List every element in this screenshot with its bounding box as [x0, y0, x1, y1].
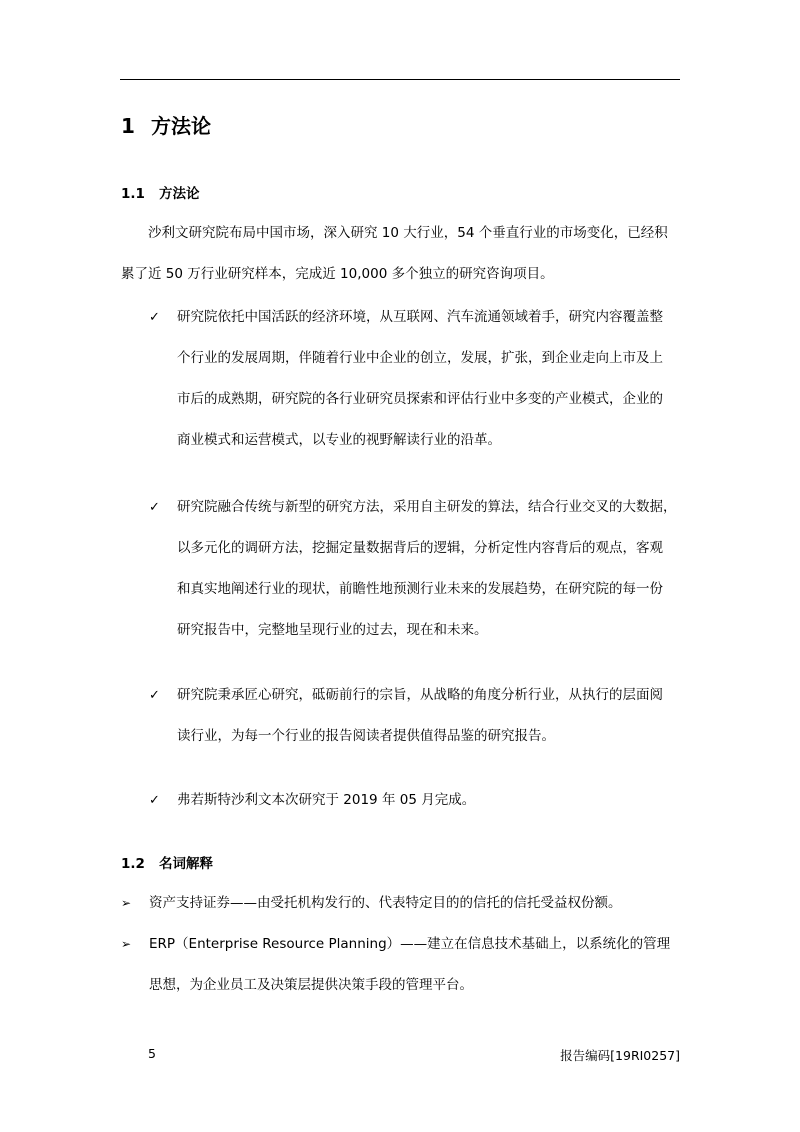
text-line: 读行业，为每一个行业的报告阅读者提供值得品鉴的研究报告。 [177, 728, 555, 744]
page-number: 5 [148, 1046, 156, 1061]
section-title: 名词解释 [159, 856, 213, 872]
glossary-item [149, 924, 681, 1006]
chapter-number: 1 [121, 114, 135, 138]
section-heading-glossary [121, 852, 213, 872]
header-rule [120, 79, 680, 80]
section-number: 1.2 [121, 856, 145, 872]
bullet-item [177, 297, 681, 461]
intro-paragraph [121, 213, 681, 295]
text-line: 市后的成熟期，研究院的各行业研究员探索和评估行业中多变的产业模式，企业的 [177, 391, 663, 407]
text-line: 弗若斯特沙利文本次研究于 2019 年 05 月完成。 [177, 792, 476, 808]
arrow-bullet-icon: ➢ [121, 896, 132, 910]
report-code: 报告编码[19RI0257] [560, 1048, 680, 1063]
check-icon: ✓ [149, 793, 160, 808]
text-line: 以多元化的调研方法，挖掘定量数据背后的逻辑，分析定性内容背后的观点，客观 [177, 540, 663, 556]
section-title: 方法论 [159, 186, 200, 202]
text-line: 和真实地阐述行业的现状，前瞻性地预测行业未来的发展趋势，在研究院的每一份 [177, 581, 663, 597]
text-line: 研究院依托中国活跃的经济环境，从互联网、汽车流通领域着手，研究内容覆盖整 [177, 309, 663, 325]
bullet-item [177, 780, 681, 821]
chapter-title: 方法论 [151, 114, 211, 138]
section-heading-methodology [121, 182, 200, 202]
bullet-item [177, 675, 681, 757]
text-line: 沙利文研究院布局中国市场，深入研究 10 大行业，54 个垂直行业的市场变化，已经积 [148, 225, 668, 241]
text-line: 资产支持证券——由受托机构发行的、代表特定目的的信托的信托受益权份额。 [149, 895, 622, 911]
text-line: 个行业的发展周期，伴随着行业中企业的创立，发展，扩张，到企业走向上市及上 [177, 350, 663, 366]
text-line: 研究报告中，完整地呈现行业的过去，现在和未来。 [177, 622, 488, 638]
text-line: ERP（Enterprise Resource Planning）——建立在信息技术基础上，以系统化的管理 [149, 936, 671, 952]
glossary-item [149, 883, 681, 924]
text-line: 研究院秉承匠心研究，砥砺前行的宗旨，从战略的角度分析行业，从执行的层面阅 [177, 687, 663, 703]
bullet-item [177, 487, 681, 651]
section-number: 1.1 [121, 186, 145, 202]
check-icon: ✓ [149, 310, 160, 325]
text-line: 商业模式和运营模式，以专业的视野解读行业的沿革。 [177, 432, 501, 448]
chapter-heading [121, 110, 211, 139]
text-line: 思想，为企业员工及决策层提供决策手段的管理平台。 [149, 977, 473, 993]
check-icon: ✓ [149, 688, 160, 703]
text-line: 研究院融合传统与新型的研究方法，采用自主研发的算法，结合行业交叉的大数据， [177, 499, 677, 515]
arrow-bullet-icon: ➢ [121, 937, 132, 951]
check-icon: ✓ [149, 500, 160, 515]
text-line: 累了近 50 万行业研究样本，完成近 10,000 多个独立的研究咨询项目。 [121, 266, 554, 282]
